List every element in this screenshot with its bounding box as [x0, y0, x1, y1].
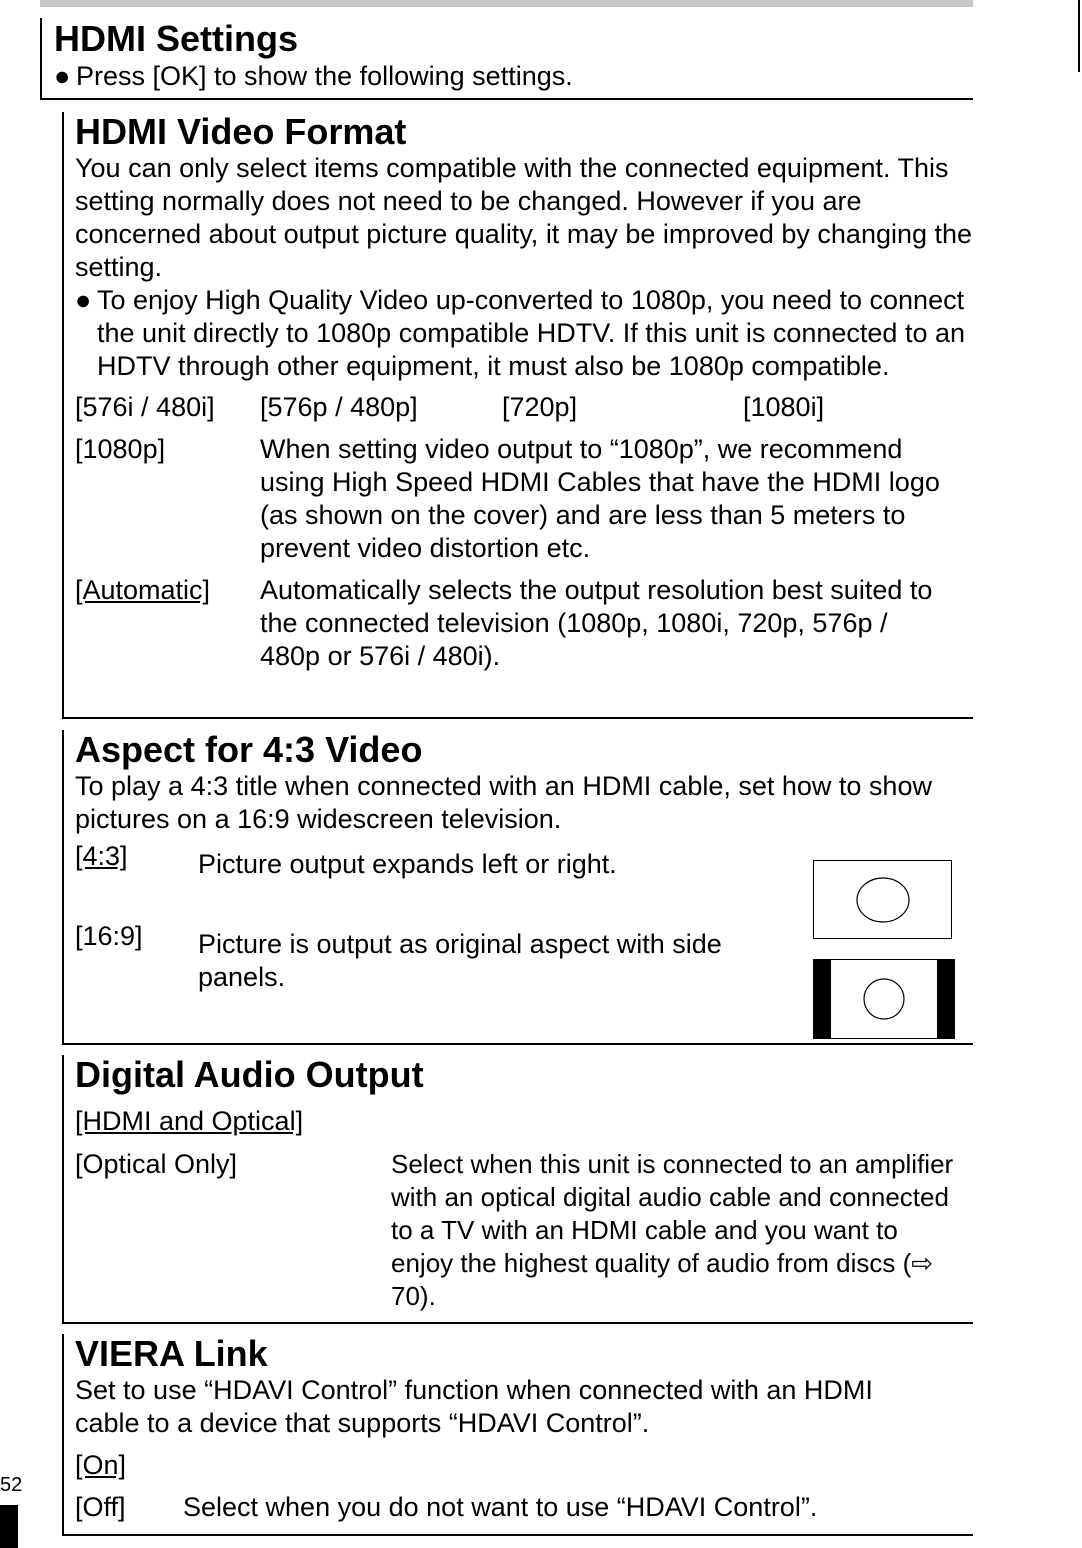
- option-optical-only: [Optical Only]: [75, 1149, 238, 1179]
- tv-43-illustration: [813, 860, 952, 939]
- video-format-bullet: [75, 284, 973, 383]
- bullet-dot-icon: ●: [75, 285, 92, 315]
- page-number: 52: [0, 1474, 23, 1496]
- left-side-panel: [814, 960, 831, 1038]
- intro-bullet: [54, 60, 973, 93]
- option-169: [16:9]: [75, 921, 143, 951]
- hdmi-settings-header: [40, 18, 973, 100]
- option-720p: [720p]: [502, 392, 578, 422]
- circle-icon: [857, 878, 909, 922]
- top-rule: [40, 0, 973, 7]
- option-automatic-desc: Automatically selects the output resolution best suited to the connected television (1080p, 1080i, 720p, 576p / 480p or 576i / 480i).: [260, 575, 933, 671]
- option-optical-row: [75, 1148, 973, 1313]
- section-hdmi-video-format: [62, 112, 973, 719]
- section-aspect: [62, 730, 973, 1045]
- right-edge-mark: [1078, 0, 1080, 72]
- section-description: Set to use “HDAVI Control” function when connected with an HDMI cable to a device that supports “HDAVI Control”.: [75, 1375, 873, 1438]
- intro-text: Press [OK] to show the following settings.: [76, 61, 573, 91]
- option-automatic: [Automatic]: [75, 575, 211, 605]
- section-title: HDMI Video Format: [75, 111, 407, 152]
- option-hdmi-optical: [HDMI and Optical]: [75, 1106, 304, 1136]
- option-on-row: [75, 1449, 973, 1482]
- section-viera-link: [62, 1334, 973, 1536]
- option-on: [On]: [75, 1450, 127, 1480]
- option-576i: [576i / 480i]: [75, 392, 215, 422]
- option-optical-desc: Select when this unit is connected to an amplifier with an optical digital audio cable and connected to a TV with an HDMI cable and you want to enjoy the highest quality of audio from discs (⇨ 70).: [391, 1149, 954, 1311]
- bullet-dot-icon: ●: [54, 61, 71, 91]
- section-description: You can only select items compatible with the connected equipment. This setting normally does not need to be changed. However if you are concerned about output picture quality, it may be improved by changing the setting.: [75, 153, 973, 282]
- option-1080p-desc: When setting video output to “1080p”, we recommend using High Speed HDMI Cables that have the HDMI logo (as shown on the cover) and are less than 5 meters to prevent video distortion etc.: [260, 434, 940, 563]
- tv-169-illustration: [813, 959, 955, 1039]
- page-edge-tab: [0, 1505, 18, 1548]
- section-title: Aspect for 4:3 Video: [75, 729, 423, 770]
- option-row: [75, 391, 973, 424]
- section-title: Digital Audio Output: [75, 1054, 424, 1095]
- option-169-desc: Picture is output as original aspect with side panels.: [198, 929, 722, 992]
- option-576p: [576p / 480p]: [260, 392, 418, 422]
- option-43-desc: Picture output expands left or right.: [198, 849, 617, 879]
- option-off: [Off]: [75, 1492, 126, 1522]
- option-off-desc: Select when you do not want to use “HDAVI Control”.: [183, 1492, 818, 1522]
- option-43: [4:3]: [75, 841, 128, 871]
- section-title: VIERA Link: [75, 1333, 268, 1374]
- section-description: To play a 4:3 title when connected with an HDMI cable, set how to show pictures on a 16:9 widescreen television.: [75, 771, 932, 834]
- bullet-text: To enjoy High Quality Video up-converted to 1080p, you need to connect the unit directly to 1080p compatible HDTV. If this unit is connected to an HDTV through other equipment, it must also be 1080p compatible.: [97, 285, 965, 381]
- circle-icon: [864, 979, 904, 1019]
- option-off-row: [75, 1491, 973, 1524]
- option-1080i: [1080i]: [743, 392, 825, 422]
- section-digital-audio: [62, 1055, 973, 1324]
- option-automatic-row: [75, 574, 973, 673]
- right-side-panel: [937, 960, 954, 1038]
- option-hdmi-row: [75, 1105, 973, 1138]
- option-1080p-row: [75, 433, 973, 565]
- page-title: HDMI Settings: [54, 18, 299, 59]
- option-1080p: [1080p]: [75, 434, 166, 464]
